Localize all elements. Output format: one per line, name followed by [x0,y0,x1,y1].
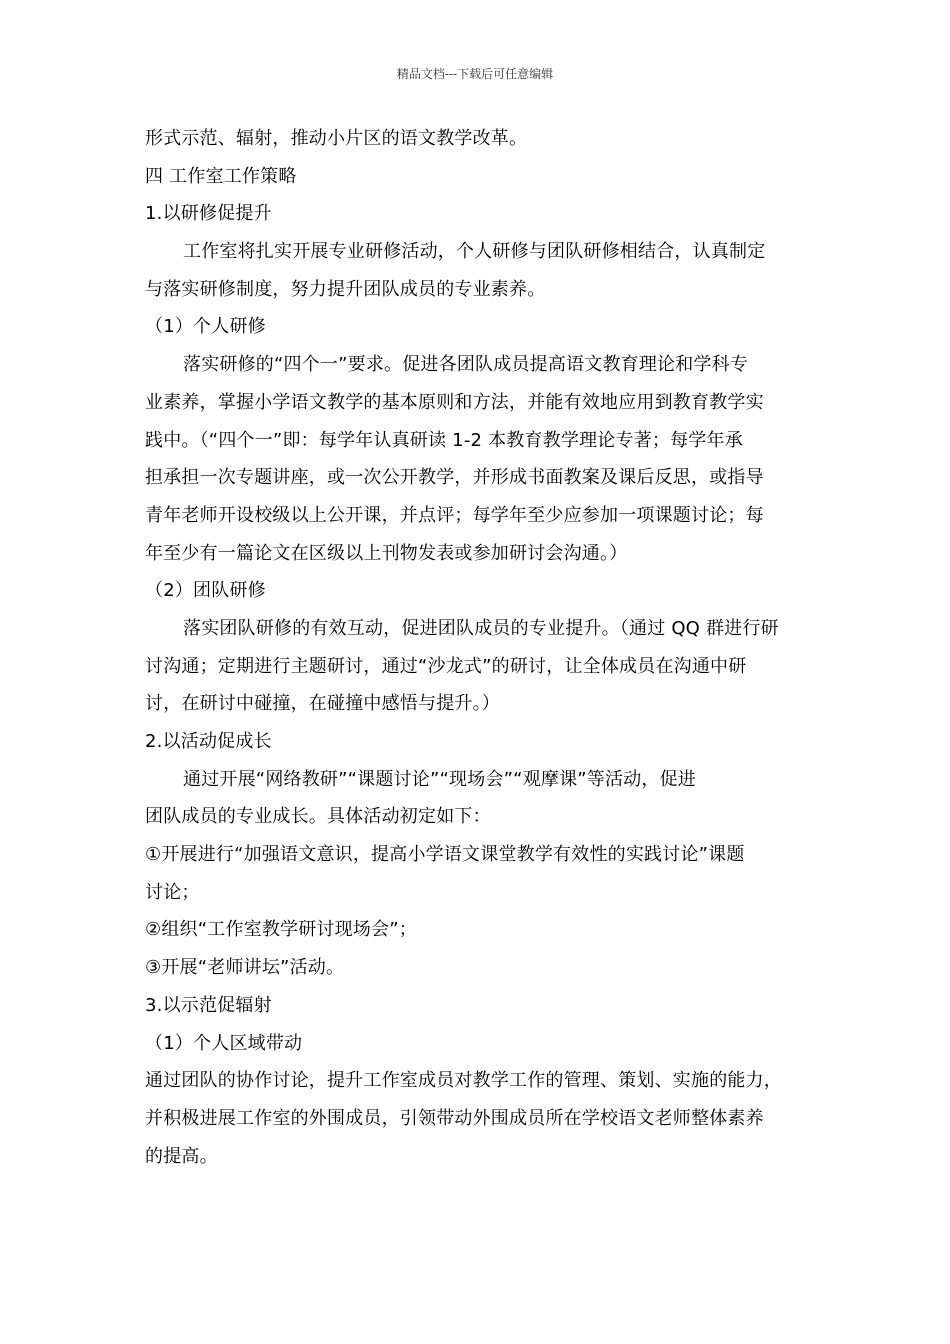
text-line: 讨沟通；定期进行主题研讨，通过“沙龙式”的研讨，让全体成员在沟通中研 [145,655,747,677]
text-line: 工作室将扎实开展专业研修活动，个人研修与团队研修相结合，认真制定 [183,241,766,263]
subsection-heading: （1）个人研修 [145,316,266,338]
text-line: 讨，在研讨中碰撞，在碰撞中感悟与提升。） [145,693,500,715]
page-header: 精品文档---下载后可任意编辑 [396,67,554,81]
text-line: 与落实研修制度，努力提升团队成员的专业素养。 [145,278,546,300]
text-line: 通过团队的协作讨论，提升工作室成员对教学工作的管理、策划、实施的能力， [145,1070,782,1092]
text-line: 的提高。 [145,1145,218,1167]
section-heading: 四 工作室工作策略 [145,165,297,187]
text-line: 践中。（“四个一”即：每学年认真研读 1-2 本教育教学理论专著；每学年承 [145,429,743,451]
text-line: 业素养，掌握小学语文教学的基本原则和方法，并能有效地应用到教育教学实 [145,391,764,413]
text-line: 通过开展“网络教研”“课题讨论”“现场会”“观摩课”等活动，促进 [183,768,696,790]
text-line: 落实研修的“四个一”要求。促进各团队成员提高语文教育理论和学科专 [183,354,749,376]
subsection-heading: （1）个人区域带动 [145,1032,303,1054]
text-line: 担承担一次专题讲座，或一次公开教学，并形成书面教案及课后反思，或指导 [145,467,764,489]
list-item: ②组织“工作室教学研讨现场会”； [145,919,417,941]
list-item: ①开展进行“加强语文意识，提高小学语文课堂教学有效性的实践讨论”课题 [145,844,745,866]
text-line: 讨论； [145,881,200,903]
text-line: 落实团队研修的有效互动，促进团队成员的专业提升。（通过 QQ 群进行研 [183,617,779,639]
document-body [145,120,815,1175]
list-item: ③开展“老师讲坛”活动。 [145,957,345,979]
subsection-heading: 1.以研修促提升 [145,203,272,225]
text-line: 青年老师开设校级以上公开课，并点评；每学年至少应参加一项课题讨论；每 [145,504,764,526]
text-line: 年至少有一篇论文在区级以上刊物发表或参加研讨会沟通。） [145,542,628,564]
text-line: 形式示范、辐射，推动小片区的语文教学改革。 [145,128,528,149]
subsection-heading: 3.以示范促辐射 [145,994,272,1016]
subsection-heading: 2.以活动促成长 [145,731,272,752]
text-line: 并积极进展工作室的外围成员，引领带动外围成员所在学校语文老师整体素养 [145,1107,764,1129]
text-line: 团队成员的专业成长。具体活动初定如下： [145,806,491,828]
subsection-heading: （2）团队研修 [145,580,266,602]
